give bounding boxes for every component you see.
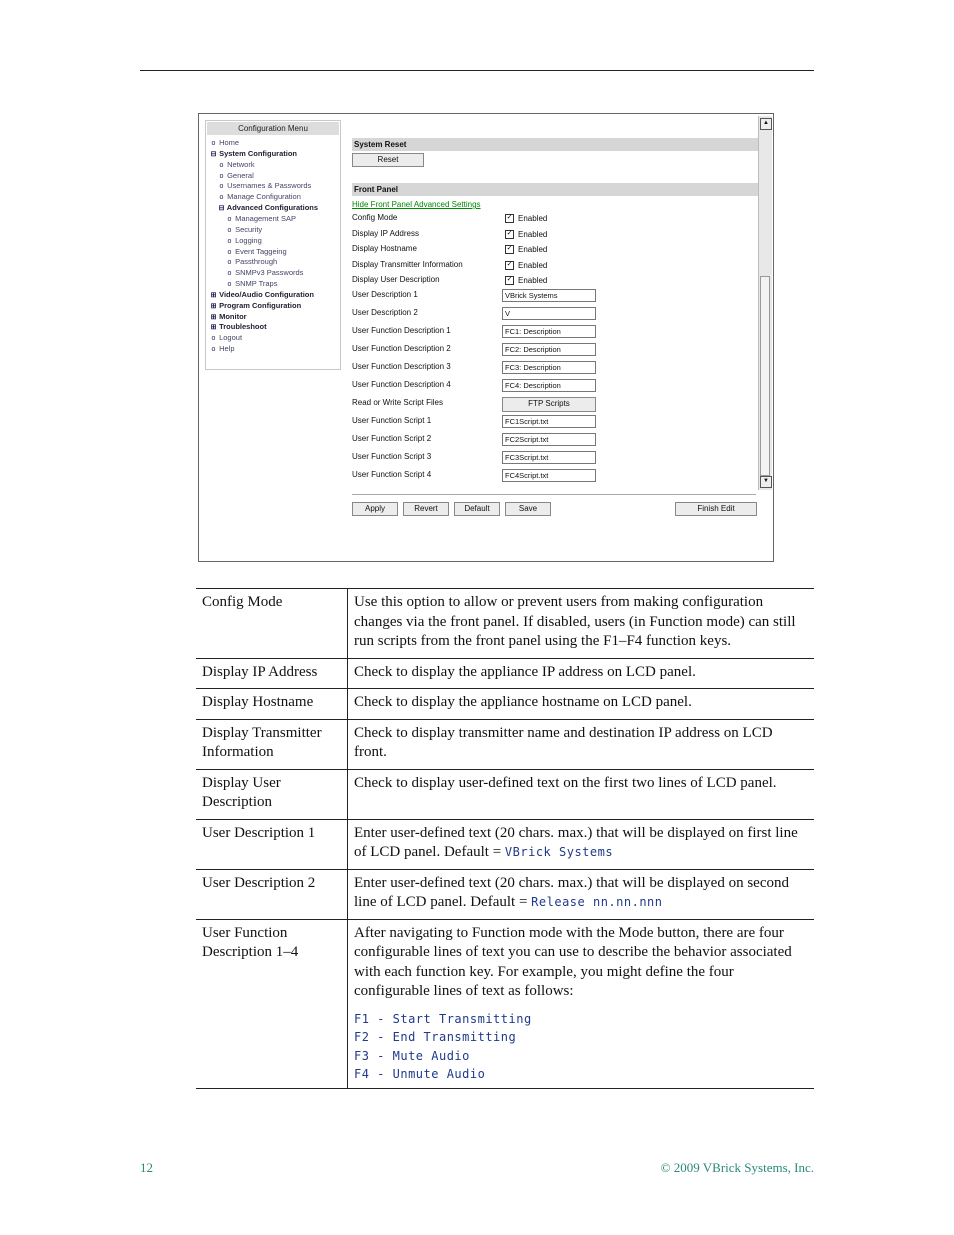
table-row — [196, 819, 814, 869]
menu-item-label: Network — [225, 159, 255, 169]
menu-item[interactable] — [218, 203, 318, 214]
setting-label: User Function Description 2 — [352, 344, 451, 353]
menu-item[interactable] — [210, 333, 242, 344]
header-rule — [140, 70, 814, 71]
setting-term: User Function Description 1–4 — [196, 919, 348, 1088]
menu-item-label: Logout — [217, 333, 243, 343]
bullet-icon: o — [211, 346, 216, 354]
scroll-thumb[interactable] — [760, 276, 770, 476]
system-reset-header: System Reset — [352, 138, 758, 151]
scrollbar[interactable] — [758, 116, 772, 490]
menu-item[interactable] — [218, 171, 254, 182]
enabled-checkbox[interactable]: ✓ — [506, 214, 513, 221]
description-text: Enter user-defined text (20 chars. max.) that will be displayed on second line of LCD panel. Default = — [354, 874, 789, 910]
menu-item-label: Troubleshoot — [217, 322, 267, 332]
enabled-text: Enabled — [518, 214, 548, 223]
menu-item-label: General — [225, 170, 254, 180]
divider — [352, 494, 756, 495]
setting-term: Display Transmitter Information — [196, 719, 348, 769]
expand-icon: ⊞ — [210, 302, 217, 310]
setting-label: User Function Script 2 — [352, 434, 432, 443]
setting-term: Config Mode — [196, 589, 348, 659]
table-row — [196, 769, 814, 819]
menu-item[interactable] — [218, 192, 301, 203]
bullet-icon: o — [219, 161, 224, 169]
menu-item-label: Video/Audio Configuration — [217, 289, 314, 299]
menu-item[interactable] — [210, 312, 247, 323]
example-line: F4 - Unmute Audio — [354, 1067, 486, 1081]
description-text: Check to display user-defined text on the first two lines of LCD panel. — [354, 774, 777, 791]
setting-label: Config Mode — [352, 213, 398, 222]
revert-button[interactable]: Revert — [403, 502, 449, 516]
setting-label: Display Transmitter Information — [352, 259, 463, 269]
menu-item-label: Program Configuration — [217, 300, 302, 310]
setting-label: Display User Description — [352, 275, 440, 284]
menu-item[interactable] — [226, 225, 262, 236]
example-line: F2 - End Transmitting — [354, 1030, 517, 1044]
menu-item-label: Usernames & Passwords — [225, 181, 312, 191]
text-field[interactable]: FC2: Description — [502, 343, 596, 356]
bullet-icon: o — [227, 226, 232, 234]
setting-term: User Description 2 — [196, 869, 348, 919]
script-field[interactable]: FC4Script.txt — [502, 469, 596, 482]
bullet-icon: o — [211, 335, 216, 343]
menu-item-label: Event Taggeing — [233, 246, 287, 256]
setting-label: Read or Write Script Files — [352, 398, 443, 407]
menu-item[interactable] — [226, 214, 296, 225]
menu-item-label: Logging — [233, 235, 262, 245]
menu-item[interactable] — [210, 138, 239, 149]
description-text: Use this option to allow or prevent users from making configuration changes via the front panel. If disabled, users (in Function mode) can still run scripts from the front panel using the F1–F4 function keys. — [354, 594, 796, 649]
collapse-icon: ⊟ — [210, 150, 217, 158]
setting-term: Display IP Address — [196, 658, 348, 689]
table-row — [196, 919, 814, 1088]
menu-item-label: Monitor — [217, 311, 247, 321]
menu-item-label: System Configuration — [217, 148, 298, 158]
menu-item-label: Security — [233, 224, 263, 234]
table-row — [196, 689, 814, 720]
menu-item[interactable] — [218, 181, 311, 192]
setting-term: User Description 1 — [196, 819, 348, 869]
example-line: F1 - Start Transmitting — [354, 1011, 532, 1026]
expand-icon: ⊞ — [210, 291, 217, 299]
menu-item-label: Help — [217, 344, 235, 354]
enabled-text: Enabled — [518, 245, 548, 254]
expand-icon: ⊞ — [210, 313, 217, 321]
setting-label: Display IP Address — [352, 228, 419, 238]
setting-description — [348, 919, 815, 1088]
page-number: 12 — [140, 1160, 153, 1175]
table-row — [196, 719, 814, 769]
default-value: VBrick Systems — [504, 845, 614, 859]
text-field[interactable]: V — [502, 307, 596, 320]
example-line: F3 - Mute Audio — [354, 1048, 470, 1063]
description-text: Check to display transmitter name and destination IP address on LCD front. — [354, 724, 773, 760]
apply-button[interactable]: Apply — [352, 502, 398, 516]
menu-title: Configuration Menu — [207, 122, 339, 135]
menu-item[interactable] — [226, 268, 303, 279]
save-button[interactable]: Save — [505, 502, 551, 516]
setting-term: Display Hostname — [196, 689, 348, 720]
enabled-text: Enabled — [518, 229, 548, 239]
setting-label: User Function Description 3 — [352, 362, 451, 371]
setting-label: User Function Description 1 — [352, 326, 451, 335]
setting-description — [348, 769, 815, 819]
finish-edit-button[interactable]: Finish Edit — [675, 502, 757, 516]
menu-item-label: SNMP Traps — [233, 279, 278, 289]
enabled-checkbox[interactable]: ✓ — [506, 276, 513, 283]
scroll-down-icon[interactable]: ▼ — [760, 476, 772, 488]
bullet-icon: o — [227, 237, 232, 245]
menu-item[interactable] — [226, 236, 262, 247]
text-field[interactable]: FC4: Description — [502, 379, 596, 392]
menu-item[interactable] — [226, 279, 277, 290]
bullet-icon: o — [211, 140, 216, 147]
menu-item[interactable] — [210, 149, 297, 160]
script-field[interactable]: FC3Script.txt — [502, 451, 596, 464]
setting-label: User Description 1 — [352, 290, 418, 299]
bullet-icon: o — [219, 194, 224, 202]
description-text: Check to display the appliance hostname on LCD panel. — [354, 694, 692, 710]
menu-item[interactable] — [210, 290, 314, 301]
description-text: After navigating to Function mode with the Mode button, there are four configurable lines of text you can use to describe the behavior associated with each function key. For example, you might define the four configurable lines of text as follows: — [354, 924, 792, 999]
copyright: © 2009 VBrick Systems, Inc. — [660, 1160, 814, 1175]
setting-label: Display Hostname — [352, 244, 417, 253]
script-field[interactable]: FC2Script.txt — [502, 433, 596, 446]
bullet-icon: o — [219, 172, 224, 180]
text-field[interactable]: VBrick Systems — [502, 289, 596, 302]
setting-description — [348, 658, 815, 689]
setting-label: User Function Script 4 — [352, 470, 432, 479]
configuration-menu — [205, 120, 341, 370]
reset-button[interactable]: Reset — [352, 153, 424, 167]
setting-label: User Function Description 4 — [352, 380, 451, 389]
enabled-text: Enabled — [518, 260, 548, 270]
setting-description — [348, 869, 815, 919]
text-field[interactable]: FC1: Description — [502, 325, 596, 338]
setting-label: User Function Script 1 — [352, 416, 432, 425]
script-field[interactable]: FC1Script.txt — [502, 415, 596, 428]
menu-item-label: Management SAP — [233, 213, 296, 223]
collapse-icon: ⊟ — [218, 205, 225, 213]
enabled-checkbox[interactable]: ✓ — [506, 229, 513, 237]
text-field[interactable]: FC3: Description — [502, 361, 596, 374]
setting-description — [348, 819, 815, 869]
bullet-icon: o — [227, 270, 232, 278]
menu-item[interactable] — [226, 247, 287, 258]
menu-item[interactable] — [218, 160, 255, 171]
menu-item[interactable] — [210, 322, 267, 333]
settings-description-table — [196, 588, 814, 1089]
table-row — [196, 869, 814, 919]
bullet-icon: o — [227, 248, 232, 256]
enabled-text: Enabled — [518, 276, 548, 285]
setting-label: User Function Script 3 — [352, 452, 432, 461]
description-text: Check to display the appliance IP address on LCD panel. — [354, 663, 696, 680]
bullet-icon: o — [219, 183, 224, 191]
menu-item-label: Manage Configuration — [225, 192, 301, 202]
menu-item-label: Home — [217, 138, 240, 147]
enabled-checkbox[interactable]: ✓ — [506, 260, 513, 268]
scroll-up-icon[interactable]: ▲ — [760, 118, 772, 130]
example-lines — [354, 1010, 808, 1084]
bullet-icon: o — [227, 281, 232, 289]
menu-item[interactable] — [210, 344, 235, 355]
advanced-settings-link[interactable]: Hide Front Panel Advanced Settings — [352, 200, 481, 209]
default-button[interactable]: Default — [454, 502, 500, 516]
setting-description — [348, 719, 815, 769]
front-panel-header: Front Panel — [352, 183, 758, 196]
settings-panel — [352, 114, 758, 494]
menu-item-label: SNMPv3 Passwords — [233, 268, 304, 278]
setting-description — [348, 689, 815, 720]
enabled-checkbox[interactable]: ✓ — [506, 245, 513, 252]
table-row — [196, 658, 814, 689]
setting-description — [348, 589, 815, 659]
menu-item-label: Passthrough — [233, 257, 278, 267]
menu-item-label: Advanced Configurations — [225, 203, 319, 213]
menu-item[interactable] — [210, 301, 301, 312]
bullet-icon: o — [227, 215, 232, 223]
ftp-scripts-button[interactable]: FTP Scripts — [502, 397, 596, 412]
bullet-icon: o — [227, 259, 232, 267]
expand-icon: ⊞ — [210, 324, 217, 332]
description-text: Enter user-defined text (20 chars. max.) that will be displayed on first line of LCD panel. Default = — [354, 824, 798, 860]
setting-label: User Description 2 — [352, 308, 418, 317]
front-panel-screenshot — [198, 113, 774, 562]
menu-item[interactable] — [226, 257, 277, 268]
table-row — [196, 589, 814, 659]
default-value: Release nn.nn.nnn — [531, 895, 663, 909]
setting-term: Display User Description — [196, 769, 348, 819]
